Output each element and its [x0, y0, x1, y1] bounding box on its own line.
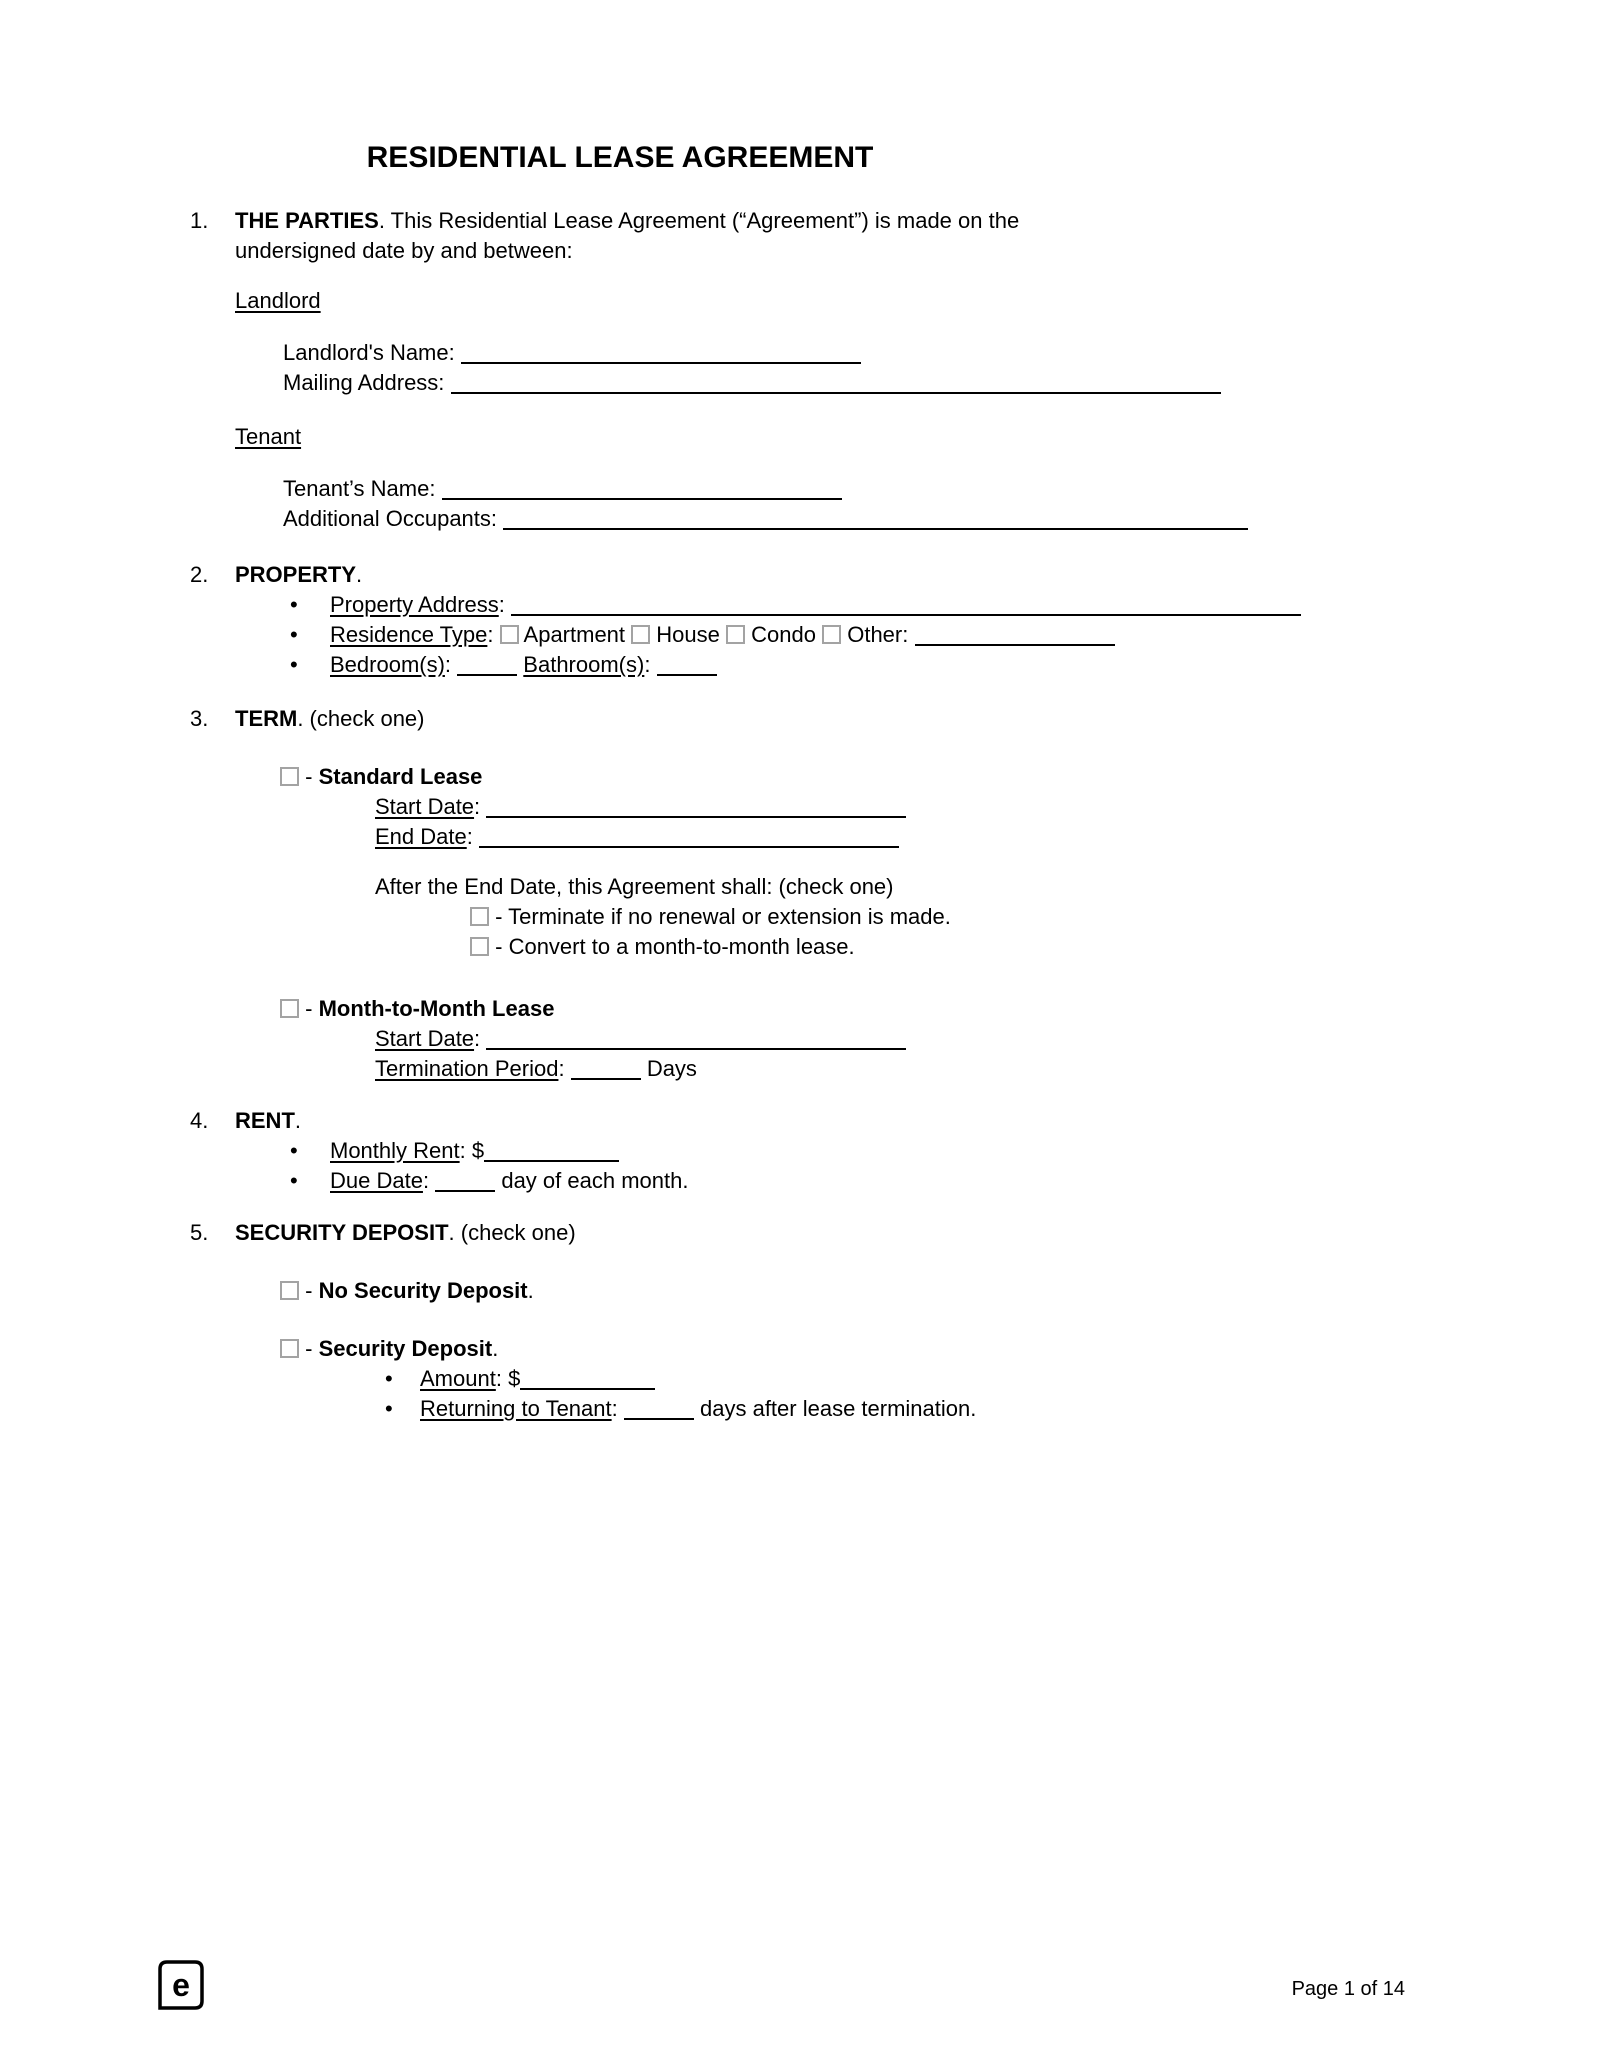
landlord-name-label: Landlord's Name: [283, 340, 455, 365]
document-title: RESIDENTIAL LEASE AGREEMENT [366, 141, 874, 174]
house-option-label: House [656, 622, 720, 647]
colon: : [558, 1056, 565, 1081]
month-to-month-fields [375, 1024, 1410, 1084]
bed-bath-item [330, 650, 1410, 680]
m2m-start-date-label: Start Date [375, 1026, 475, 1051]
termination-period-blank[interactable] [571, 1058, 641, 1080]
tenant-name-blank[interactable] [442, 478, 842, 500]
rent-list [235, 1136, 1410, 1196]
section-property [190, 560, 1410, 680]
property-address-item [330, 590, 1410, 620]
no-security-deposit-checkbox[interactable] [280, 1281, 299, 1300]
security-heading-row [235, 1218, 1410, 1248]
section-security-number: 5. [190, 1220, 209, 1245]
bathrooms-blank[interactable] [657, 654, 717, 676]
colon: : [474, 794, 481, 819]
property-address-label: Property Address [330, 592, 499, 617]
terminate-option [470, 902, 1410, 932]
section-security-deposit [190, 1218, 1410, 1424]
additional-occupants-blank[interactable] [503, 508, 1248, 530]
section-parties [190, 206, 1410, 534]
residence-type-item [330, 620, 1410, 650]
title-wrap [190, 140, 1050, 176]
colon: : [444, 652, 452, 677]
convert-option [470, 932, 1410, 962]
tenant-fields [283, 474, 1410, 534]
eforms-logo-icon [158, 1960, 204, 2010]
bedrooms-label: Bedroom(s) [330, 652, 445, 677]
due-date-blank[interactable] [435, 1170, 495, 1192]
parties-intro-text-2: undersigned date by and between: [235, 238, 573, 263]
property-heading-period: . [356, 562, 363, 587]
dash: - [495, 934, 503, 959]
security-heading-suffix: . (check one) [448, 1220, 576, 1245]
page-number-label: Page 1 of 14 [1291, 1978, 1405, 2000]
m2m-start-date-row [375, 1024, 1410, 1054]
mailing-address-label: Mailing Address: [283, 370, 445, 395]
colon: : [422, 1168, 430, 1193]
dollar-sign: $ [471, 1138, 485, 1163]
colon: : [611, 1396, 618, 1421]
returning-days-blank[interactable] [624, 1398, 694, 1420]
house-checkbox[interactable] [631, 625, 650, 644]
colon: : [495, 1366, 502, 1391]
mailing-address-row [283, 368, 1410, 398]
deposit-amount-item [420, 1364, 1410, 1394]
bedrooms-blank[interactable] [457, 654, 517, 676]
parties-intro [235, 206, 1410, 266]
eforms-logo [158, 1960, 204, 2018]
tenant-name-row [283, 474, 1410, 504]
landlord-name-blank[interactable] [461, 342, 861, 364]
property-heading-row [235, 560, 1410, 590]
term-heading-row [235, 704, 1410, 734]
dash: - [305, 764, 313, 789]
page-footer [158, 1960, 1405, 2018]
colon: : [902, 622, 909, 647]
other-option-label: Other [847, 622, 903, 647]
due-date-item [330, 1166, 1410, 1196]
landlord-fields [283, 338, 1410, 398]
returning-suffix: days after lease termination. [700, 1396, 977, 1421]
standard-end-date-row [375, 822, 1410, 852]
section-property-body [235, 560, 1410, 680]
colon: : [459, 1138, 466, 1163]
deposit-amount-label: Amount [420, 1366, 496, 1391]
term-heading-suffix: . (check one) [297, 706, 425, 731]
security-deposit-checkbox[interactable] [280, 1339, 299, 1358]
standard-lease-label: Standard Lease [318, 764, 483, 789]
colon: : [644, 652, 651, 677]
apartment-checkbox[interactable] [500, 625, 519, 644]
dash: - [305, 1336, 313, 1361]
residence-type-label: Residence Type [330, 622, 488, 647]
month-to-month-label: Month-to-Month Lease [318, 996, 555, 1021]
standard-end-date-label: End Date [375, 824, 467, 849]
section-rent [190, 1106, 1410, 1196]
tenant-name-label: Tenant’s Name: [283, 476, 436, 501]
colon: : [487, 622, 494, 647]
rent-heading-row [235, 1106, 1410, 1136]
additional-occupants-row [283, 504, 1410, 534]
convert-option-label: Convert to a month-to-month lease. [508, 934, 855, 959]
termination-period-suffix: Days [646, 1056, 697, 1081]
section-security-body [235, 1218, 1410, 1424]
property-list [235, 590, 1410, 680]
additional-occupants-label: Additional Occupants: [283, 506, 498, 531]
parties-intro-text: . This Residential Lease Agreement (“Agreement”) is made on the [378, 208, 1020, 233]
monthly-rent-blank[interactable] [484, 1140, 619, 1162]
other-checkbox[interactable] [822, 625, 841, 644]
standard-start-date-blank[interactable] [486, 796, 906, 818]
convert-checkbox[interactable] [470, 937, 489, 956]
tenant-heading: Tenant [235, 424, 302, 449]
colon: : [466, 824, 473, 849]
landlord-name-row [283, 338, 1410, 368]
returning-to-tenant-label: Returning to Tenant [420, 1396, 612, 1421]
colon: : [474, 1026, 481, 1051]
property-address-blank[interactable] [511, 594, 1301, 616]
section-parties-body [235, 206, 1410, 534]
monthly-rent-item [330, 1136, 1410, 1166]
standard-lease-fields [375, 792, 1410, 962]
condo-checkbox[interactable] [726, 625, 745, 644]
standard-start-date-row [375, 792, 1410, 822]
termination-period-row [375, 1054, 1410, 1084]
condo-option-label: Condo [751, 622, 816, 647]
security-deposit-label: Security Deposit [318, 1336, 493, 1361]
security-heading: SECURITY DEPOSIT [235, 1220, 449, 1245]
deposit-amount-blank[interactable] [520, 1368, 655, 1390]
after-end-date-options [470, 902, 1410, 962]
section-property-number: 2. [190, 562, 209, 587]
mailing-address-blank[interactable] [451, 372, 1221, 394]
parties-heading: THE PARTIES [235, 208, 379, 233]
m2m-start-date-blank[interactable] [486, 1028, 906, 1050]
no-security-deposit-label: No Security Deposit [318, 1278, 528, 1303]
landlord-heading: Landlord [235, 288, 321, 313]
due-date-suffix: day of each month. [501, 1168, 689, 1193]
standard-start-date-label: Start Date [375, 794, 475, 819]
eforms-logo-letter: e [172, 1967, 190, 2003]
security-deposit-list [235, 1364, 1410, 1424]
termination-period-label: Termination Period [375, 1056, 559, 1081]
colon: : [498, 592, 505, 617]
dash: - [305, 1278, 313, 1303]
dollar-sign: $ [508, 1366, 521, 1391]
period: . [492, 1336, 499, 1361]
period: . [527, 1278, 534, 1303]
section-term-body [235, 704, 1410, 1084]
due-date-label: Due Date [330, 1168, 423, 1193]
section-term-number: 3. [190, 706, 209, 731]
standard-lease-option [280, 762, 1410, 792]
no-security-deposit-option [280, 1276, 1410, 1306]
month-to-month-checkbox[interactable] [280, 999, 299, 1018]
rent-heading-period: . [294, 1108, 302, 1133]
bathrooms-label: Bathroom(s) [523, 652, 645, 677]
apartment-option-label: Apartment [523, 622, 626, 647]
returning-to-tenant-item [420, 1394, 1410, 1424]
terminate-checkbox[interactable] [470, 907, 489, 926]
term-heading: TERM [235, 706, 298, 731]
month-to-month-option [280, 994, 1410, 1024]
dash: - [495, 904, 503, 929]
terminate-option-label: Terminate if no renewal or extension is made. [508, 904, 951, 929]
monthly-rent-label: Monthly Rent [330, 1138, 460, 1163]
section-rent-body [235, 1106, 1410, 1196]
standard-lease-checkbox[interactable] [280, 767, 299, 786]
property-heading: PROPERTY [235, 562, 357, 587]
standard-end-date-blank[interactable] [479, 826, 899, 848]
section-parties-number: 1. [190, 208, 209, 233]
other-residence-blank[interactable] [915, 624, 1115, 646]
rent-heading: RENT [235, 1108, 295, 1133]
after-end-date-text: After the End Date, this Agreement shall: (check one) [375, 874, 894, 899]
security-deposit-option [280, 1334, 1410, 1364]
section-rent-number: 4. [190, 1108, 209, 1133]
section-term [190, 704, 1410, 1084]
dash: - [305, 996, 313, 1021]
